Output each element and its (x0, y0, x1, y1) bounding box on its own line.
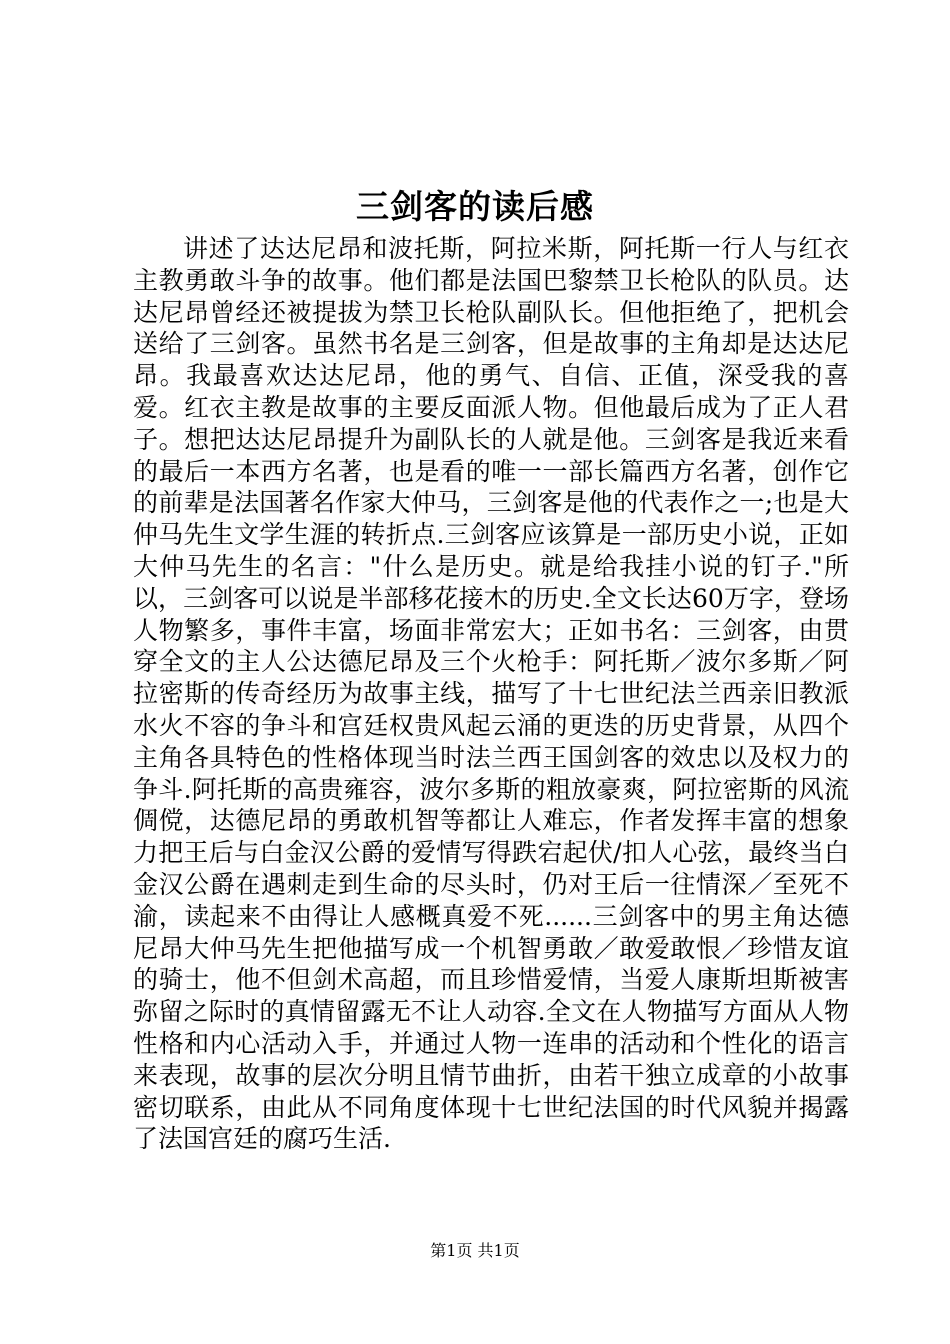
document-body-paragraph: 讲述了达达尼昂和波托斯，阿拉米斯，阿托斯一行人与红衣主教勇敢斗争的故事。他们都是法国巴黎禁卫长枪队的队员。达达尼昂曾经还被提拔为禁卫长枪队副队长。但他拒绝了，把机会送给了三剑客。虽然书名是三剑客，但是故事的主角却是达达尼昂。我最喜欢达达尼昂，他的勇气、自信、正值，深受我的喜爱。红衣主教是故事的主要反面派人物。但他最后成为了正人君子。想把达达尼昂提升为副队长的人就是他。三剑客是我近来看的最后一本西方名著，也是看的唯一一部长篇西方名著，创作它的前辈是法国著名作家大仲马，三剑客是他的代表作之一;也是大仲马先生文学生涯的转折点.三剑客应该算是一部历史小说，正如大仲马先生的名言："什么是历史。就是给我挂小说的钉子."所以，三剑客可以说是半部移花接木的历史.全文长达60万字，登场人物繁多，事件丰富，场面非常宏大；正如书名：三剑客，由贯穿全文的主人公达德尼昂及三个火枪手：阿托斯／波尔多斯／阿拉密斯的传奇经历为故事主线，描写了十七世纪法兰西亲旧教派水火不容的争斗和宫廷权贵风起云涌的更迭的历史背景，从四个主角各具特色的性格体现当时法兰西王国剑客的效忠以及权力的争斗.阿托斯的高贵雍容，波尔多斯的粗放豪爽，阿拉密斯的风流倜傥，达德尼昂的勇敢机智等都让人难忘，作者发挥丰富的想象力把王后与白金汉公爵的爱情写得跌宕起伏/扣人心弦，最终当白金汉公爵在遇刺走到生命的尽头时，仍对王后一往情深／至死不渝，读起来不由得让人感概真爱不死......三剑客中的男主角达德尼昂大仲马先生把他描写成一个机智勇敢／敢爱敢恨／珍惜友谊的骑士，他不但剑术高超，而且珍惜爱情，当爱人康斯坦斯被害弥留之际时的真情留露无不让人动容.全文在人物描写方面从人物性格和内心活动入手，并通过人物一连串的活动和个性化的语言来表现，故事的层次分明且情节曲折，由若干独立成章的小故事密切联系，由此从不同角度体现十七世纪法国的时代风貌并揭露了法国宫廷的腐巧生活. (133, 234, 849, 1154)
document-title: 三剑客的读后感 (356, 187, 594, 226)
page-footer: 第1页 共1页 (430, 1241, 520, 1260)
